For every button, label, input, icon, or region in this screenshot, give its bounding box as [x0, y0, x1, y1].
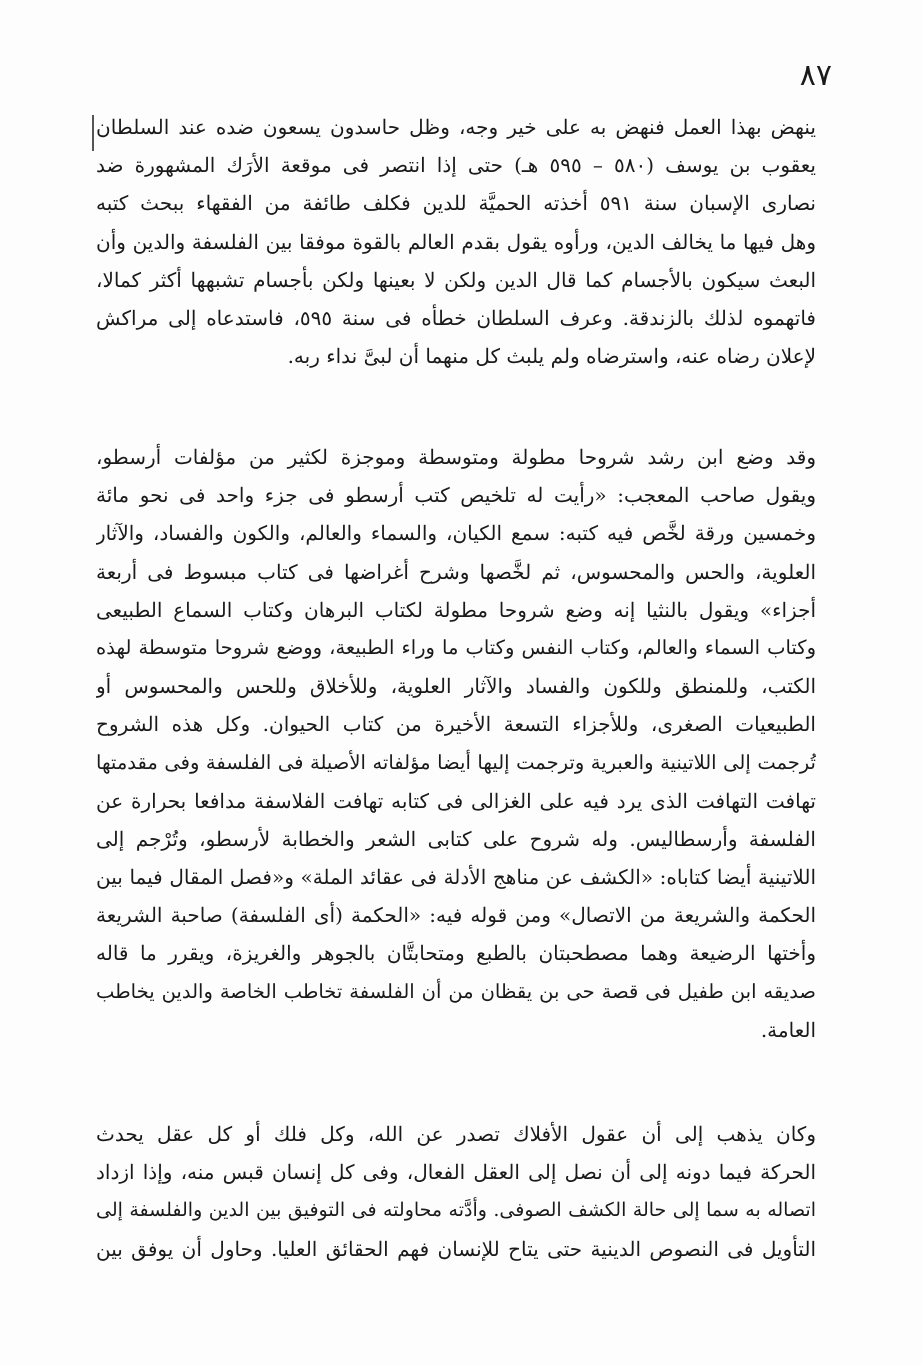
text-line: الحكمة والشريعة من الاتصال» ومن قوله فيه: «الحكمة (أى الفلسفة) صاحبة الشريعة: [96, 903, 816, 928]
text-line: يعقوب بن يوسف (٥٨٠ – ٥٩٥ هـ) حتى إذا انتصر فى موقعة الأرَك المشهورة ضد: [96, 153, 816, 178]
text-line: وكتاب السماء والعالم، وكتاب النفس وكتاب ما وراء الطبيعة، ووضع شروحا متوسطة لهذه: [96, 635, 816, 659]
paragraph-2: [96, 438, 816, 1049]
text-line: ويقول صاحب المعجب: «رأيت له تلخيص كتب أرسطو فى جزء واحد فى نحو مائة: [96, 483, 816, 508]
text-line: ينهض بهذا العمل فنهض به على خير وجه، وظل حاسدون يسعون ضده عند السلطان: [96, 115, 816, 139]
text-line: نصارى الإسبان سنة ٥٩١ أخذته الحميَّة للدين فكلف طائفة من الفقهاء ببحث كتبه: [96, 191, 816, 216]
text-line: وهل فيها ما يخالف الدين، ورأوه يقول بقدم العالم بالقوة موفقا بين الفلسفة والدين وأن: [96, 229, 816, 254]
text-line: أجزاء» ويقول بالنثيا إنه وضع شروحا مطولة لكتاب البرهان وكتاب السماع الطبيعى: [96, 597, 816, 622]
text-line: وكان يذهب إلى أن عقول الأفلاك تصدر عن الله، وكل فلك أو كل عقل يحدث: [96, 1122, 816, 1146]
text-line: الكتب، وللمنطق وللكون والفساد والآثار العلوية، وللأخلاق وللحس والمحسوس أو: [96, 674, 816, 699]
text-line: تُرجمت إلى اللاتينية والعبرية وترجمت إليها أيضا مؤلفاته الأصيلة فى الفلسفة وفى مقدمتها: [96, 750, 816, 774]
text-line: صديقه ابن طفيل فى قصة حى بن يقظان من أن الفلسفة تخاطب الخاصة والدين يخاطب: [96, 979, 816, 1003]
text-line: الفلسفة وأرسطاليس. وله شروح على كتابى الشعر والخطابة لأرسطو، وتُرْجم إلى: [96, 826, 816, 851]
text-line: العامة.: [760, 1017, 816, 1042]
text-line: لإعلان رضاه عنه، واسترضاه ولم يلبث كل منهما أن لبىَّ نداء ربه.: [287, 344, 816, 369]
text-line: وقد وضع ابن رشد شروحا مطولة ومتوسطة وموجزة لكثير من مؤلفات أرسطو،: [96, 445, 816, 469]
text-line: اتصاله به سما إلى حالة الكشف الصوفى. وأدَّته محاولته فى التوفيق بين الدين والفلسفة إلى: [96, 1199, 816, 1222]
text-line: التأويل فى النصوص الدينية حتى يتاح للإنسان فهم الحقائق العليا. وحاول أن يوفق بين: [96, 1236, 816, 1261]
page-number: ٨٧: [799, 58, 832, 93]
margin-mark: [92, 115, 94, 151]
paragraph-1: [96, 108, 816, 375]
text-line: فاتهموه لذلك بالزندقة. وعرف السلطان خطأه فى سنة ٥٩٥، فاستدعاه إلى مراكش: [96, 305, 816, 330]
text-line: وخمسين ورقة لخَّص فيه كتبه: سمع الكيان، والسماء والعالم، والكون والفساد، والآثار: [96, 521, 816, 546]
text-line: البعث سيكون بالأجسام كما قال الدين ولكن لا بعينها ولكن بأجسام تشبهها أكثر كمالا،: [96, 267, 816, 292]
text-line: اللاتينية أيضا كتاباه: «الكشف عن مناهج الأدلة فى عقائد الملة» و«فصل المقال فيما بين: [96, 865, 816, 890]
text-line: تهافت التهافت الذى يرد فيه على الغزالى فى كتابه تهافت الفلاسفة مدافعا بحرارة عن: [96, 788, 816, 813]
text-line: وأختها الرضيعة وهما مصطحبتان بالطبع ومتحابتَّان بالجوهر والغريزة، ويقرر ما قاله: [96, 941, 816, 966]
text-line: الطبيعيات الصغرى، وللأجزاء التسعة الأخيرة من كتاب الحيوان. وكل هذه الشروح: [96, 712, 816, 737]
text-line: العلوية، والحس والمحسوس، ثم لخَّصها وشرح أغراضها فى كتاب مبسوط فى أربعة: [96, 559, 816, 584]
paragraph-3: [96, 1115, 816, 1268]
text-line: الحركة فيما دونه إلى أن نصل إلى العقل الفعال، وفى كل إنسان قبس منه، وإذا ازداد: [96, 1160, 816, 1185]
